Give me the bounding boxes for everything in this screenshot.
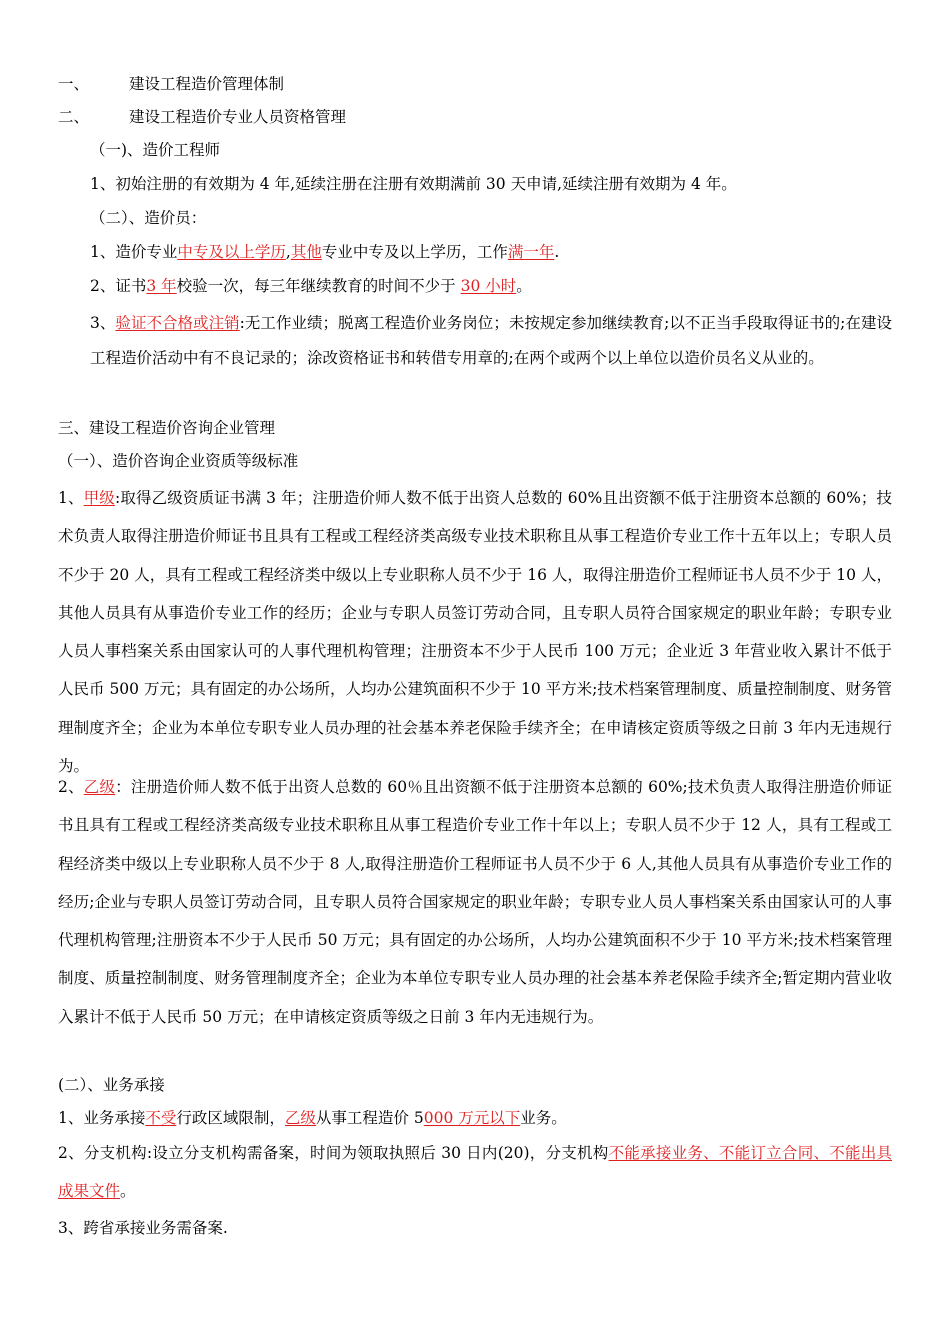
text-run: :取得乙级资质证书满 3 年；注册造价师人数不低于出资人总数的 60%且出资额不低于注册资本总额的 60%；技术负责人取得注册造价师证书且具有工程或工程经济类高级专业技术职称且从事工程造价专业工作十五年以上；专职人员不少于 20 人，具有工程或工程经济类中级以上专业职称人员不少于 16 人，取得注册造价工程师证书人员不少于 10 人，其他人员具有从事造价专业工作的经历；企业与专职人员签订劳动合同，且专职人员符合国家规定的职业年龄；专职专业人员人事档案关系由国家认可的人事代理机构管理；注册资本不少于人民币 100 万元；企业近 3 年营业收入累计不低于人民币 500 万元；具有固定的办公场所，人均办公建筑面积不少于 10 平方米;技术档案管理制度、质量控制制度、财务管理制度齐全；企业为本单位专职专业人员办理的社会基本养老保险手续齐全；在申请核定资质等级之日前 3 年内无违规行为。 bbox=[58, 489, 892, 776]
business-item-1 bbox=[58, 1106, 567, 1128]
qualification-grade-a bbox=[58, 479, 892, 785]
highlight-text: 满一年 bbox=[507, 243, 555, 261]
highlight-text: 验证不合格或注销 bbox=[115, 314, 240, 332]
highlight-text: 30 小时 bbox=[460, 277, 517, 295]
heading-1-number: 一、 bbox=[58, 75, 90, 93]
highlight-text: 不受 bbox=[145, 1109, 177, 1127]
section-qualification-title: （一）、造价咨询企业资质等级标准 bbox=[58, 452, 299, 470]
text-run: 3、 bbox=[90, 314, 116, 332]
text-run: 专业中专及以上学历，工作 bbox=[321, 243, 508, 261]
highlight-text: 甲级 bbox=[83, 489, 115, 507]
highlight-text: 乙级 bbox=[284, 1109, 316, 1127]
highlight-text: 乙级 bbox=[83, 778, 116, 796]
text-run: ：注册造价师人数不低于出资人总数的 60％且出资额不低于注册资本总额的 60%;技术负责人取得注册造价师证书且具有工程或工程经济类高级专业技术职称且从事工程造价专业工作十年以上；专职人员不少于 12 人，具有工程或工程经济类中级以上专业职称人员不少于 8 人,取得注册造价工程师证书人员不少于 6 人,其他人员具有从事造价专业工作的经历;企业与专职人员签订劳动合同，且专职人员符合国家规定的职业年龄；专职专业人员人事档案关系由国家认可的人事代理机构管理;注册资本不少于人民币 50 万元；具有固定的办公场所，人均办公建筑面积不少于 10 平方米;技术档案管理制度、质量控制制度、财务管理制度齐全；企业为本单位专职专业人员办理的社会基本养老保险手续齐全;暂定期内营业收入累计不低于人民币 50 万元；在申请核定资质等级之日前 3 年内无违规行为。 bbox=[58, 778, 892, 1026]
highlight-text: 其他 bbox=[290, 243, 322, 261]
heading-1 bbox=[58, 72, 284, 94]
text-run: :无工作业绩；脱离工程造价业务岗位；未按规定参加继续教育;以不正当手段取得证书的;在建设工程造价活动中有不良记录的；涂改资格证书和转借专用章的;在两个或两个以上单位以造价员名义从业的。 bbox=[90, 314, 892, 367]
section-business-title: (二）、业务承接 bbox=[58, 1076, 165, 1094]
section-cost-clerk-item-3 bbox=[90, 306, 892, 375]
section-cost-clerk-item-2 bbox=[90, 274, 532, 296]
text-run: 1、 bbox=[58, 489, 84, 507]
qualification-grade-b bbox=[58, 768, 892, 1036]
highlight-text: 中专及以上学历 bbox=[177, 243, 286, 261]
heading-1-text: 建设工程造价管理体制 bbox=[129, 75, 285, 93]
business-item-2 bbox=[58, 1134, 892, 1211]
heading-2-text: 建设工程造价专业人员资格管理 bbox=[129, 108, 347, 126]
text-run: 校验一次，每三年继续教育的时间不少于 bbox=[176, 277, 461, 295]
text-run: 1、业务承接 bbox=[58, 1109, 146, 1127]
section-cost-engineer-item-1: 1、初始注册的有效期为 4 年,延续注册在注册有效期满前 30 天申请,延续注册有效期为 4 年。 bbox=[90, 175, 737, 193]
text-run: . bbox=[554, 243, 560, 261]
heading-2-number: 二、 bbox=[58, 108, 90, 126]
section-cost-engineer-title: （一)、造价工程师 bbox=[90, 141, 221, 159]
heading-2 bbox=[58, 105, 346, 127]
section-cost-clerk-title: （二）、造价员： bbox=[90, 209, 207, 227]
text-run: 2、分支机构:设立分支机构需备案，时间为领取执照后 30 日内(20)，分支机构 bbox=[58, 1144, 609, 1162]
highlight-text: 不能承接业务、不能订立合同、不能出具成果文件 bbox=[58, 1144, 892, 1201]
text-run: 2、 bbox=[58, 778, 84, 796]
highlight-text: 000 万元以下 bbox=[423, 1109, 521, 1127]
business-item-3: 3、跨省承接业务需备案. bbox=[58, 1219, 228, 1237]
text-run: 。 bbox=[120, 1182, 136, 1201]
text-run: 1、造价专业 bbox=[90, 243, 178, 261]
text-run: 2、证书 bbox=[90, 277, 147, 295]
text-run: , bbox=[285, 243, 291, 261]
highlight-text: 3 年 bbox=[146, 277, 177, 295]
text-run: 从事工程造价 5 bbox=[315, 1109, 424, 1127]
text-run: 。 bbox=[516, 277, 532, 295]
text-run: 业务。 bbox=[520, 1109, 567, 1127]
section-cost-clerk-item-1 bbox=[90, 240, 559, 262]
text-run: 行政区域限制， bbox=[176, 1109, 285, 1127]
heading-3: 三、建设工程造价咨询企业管理 bbox=[58, 419, 276, 437]
